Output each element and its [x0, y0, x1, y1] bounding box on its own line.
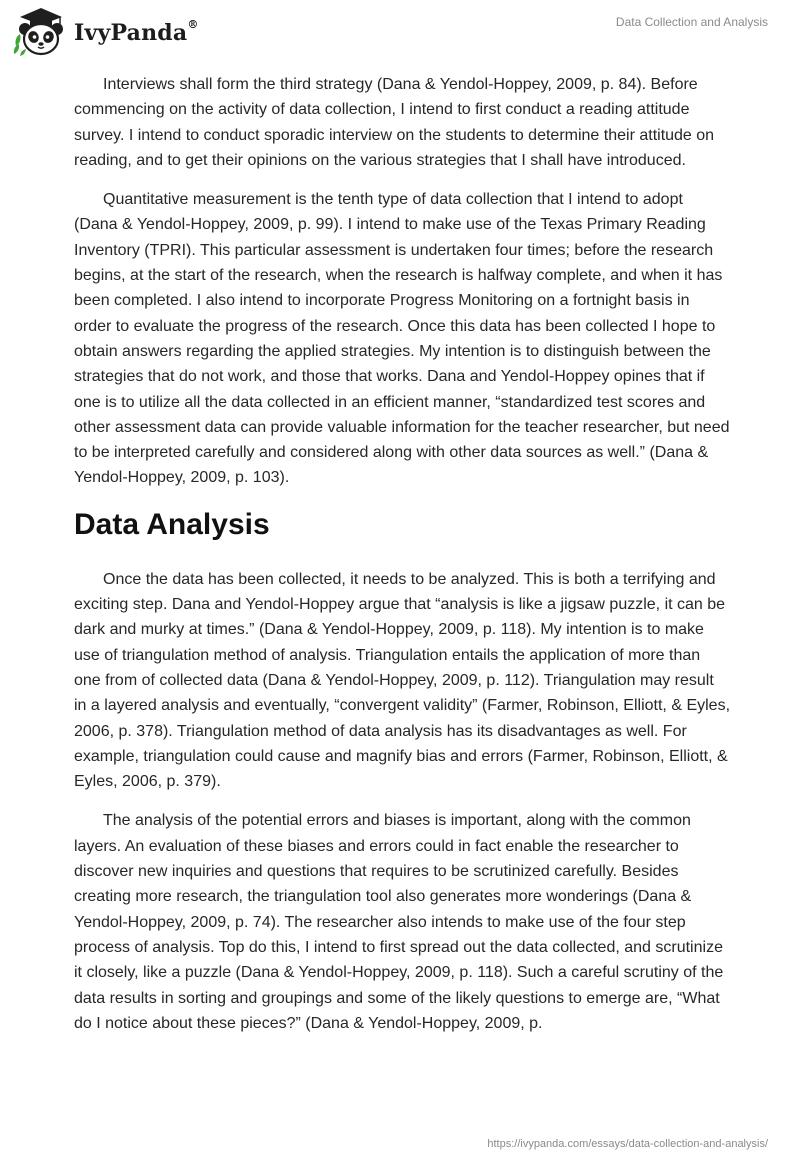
- page-header: [0, 0, 800, 62]
- ivypanda-logo[interactable]: [12, 6, 199, 58]
- document-title: Data Collection and Analysis: [615, 15, 768, 29]
- panda-graduate-icon: [12, 6, 70, 58]
- paragraph-analysis-intro: Once the data has been collected, it needs to be analyzed. This is both a terrifying and exciting step. Dana and Yendol-Hoppey argue that “analysis is like a jigsaw puzzle, it can be dark and murky at times.” (Dana & Yendol-Hoppey, 2009, p. 118). My intention is to make use of triangulation method of analysis. Triangulation entails the application of more than one from of collected data (Dana & Yendol-Hoppey, 2009, p. 112). Triangulation may result in a layered analysis and eventually, “convergent validity” (Farmer, Robinson, Elliott, & Eyles, 2006, p. 378). Triangulation method of data analysis has its disadvantages as well. For example, triangulation could cause and magnify bias and errors (Farmer, Robinson, Elliott, & Eyles, 2006, p. 379).: [74, 570, 731, 791]
- paragraph-interviews: Interviews shall form the third strategy (Dana & Yendol-Hoppey, 2009, p. 84). Before commencing on the activity of data collection, I intend to first conduct a reading attitude survey. I intend to conduct sporadic interview on the students to determine their attitude on reading, and to get their opinions on the various strategies that I shall have introduced.: [74, 76, 715, 169]
- registered-mark: ®: [187, 18, 199, 31]
- brand-name: IvyPanda®: [74, 18, 199, 46]
- paragraph-analysis-errors: The analysis of the potential errors and biases is important, along with the common layers. An evaluation of these biases and errors could in fact enable the researcher to discover new inquiries and questions that requires to be scrutinized carefully. Besides creating more research, the triangulation tool also generates more wonderings (Dana & Yendol-Hoppey, 2009, p. 74). The researcher also intends to make use of the four step process of analysis. Top do this, I intend to first spread out the data collected, and scrutinize it closely, like a puzzle (Dana & Yendol-Hoppey, 2009, p. 118). Such a careful scrutiny of the data results in sorting and groupings and some of the likely questions to emerge are, “What do I notice about these pieces?” (Dana & Yendol-Hoppey, 2009, p.: [74, 812, 724, 1032]
- source-url-link[interactable]: https://ivypanda.com/essays/data-collection-and-analysis/: [487, 1138, 768, 1150]
- essay-content: [74, 72, 730, 1050]
- paragraph-quantitative-measurement: Quantitative measurement is the tenth type of data collection that I intend to adopt (Dana & Yendol-Hoppey, 2009, p. 99). I intend to make use of the Texas Primary Reading Inventory (TPRI). This particular assessment is undertaken four times; before the research begins, at the start of the research, when the research is halfway complete, and when it has been completed. I also intend to incorporate Progress Monitoring on a fortnight basis in order to evaluate the progress of the research. Once this data has been collected I hope to obtain answers regarding the applied strategies. My intention is to distinguish between the strategies that do not work, and those that works. Dana and Yendol-Hoppey opines that if one is to utilize all the data collected in an efficient manner, “standardized test scores and other assessment data can provide valuable information for the teacher researcher, but need to be interpreted carefully and considered along with other data sources as well.” (Dana & Yendol-Hoppey, 2009, p. 103).: [74, 191, 730, 487]
- section-heading-data-analysis: Data Analysis: [74, 507, 270, 541]
